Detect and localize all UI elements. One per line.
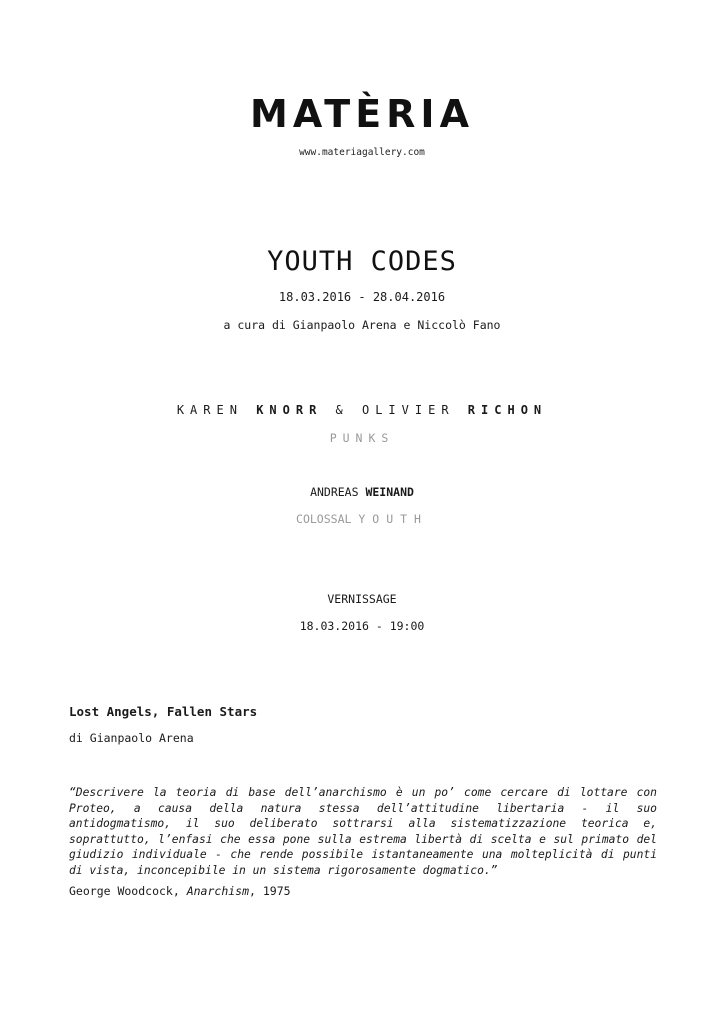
artist-weinand xyxy=(0,485,724,499)
curators-line: a cura di Gianpaolo Arena e Niccolò Fano xyxy=(223,318,501,332)
work-title-part2: YOUTH xyxy=(358,512,428,526)
essay-quote: “Descrivere la teoria di base dell’anarchismo è un po’ come cercare di lottare con Proteo, a causa della natura stessa dell’attitudine libertaria - il suo antidogmatismo, il suo deliberato sottrarsi alla sistematizzazione teorica e, soprattutto, l’enfasi che essa pone sulla estrema libertà di scelta e sul primato del giudizio individuale - che rende possibile istantaneamente una molteplicità di punti di vista, inconcepibile in un sistema rigorosamente dogmatico.” xyxy=(69,786,657,877)
gallery-logo: MATÈRIA xyxy=(250,92,474,136)
citation-year: , 1975 xyxy=(249,884,291,898)
citation-author: George Woodcock, xyxy=(69,884,187,898)
exhibition-title: YOUTH CODES xyxy=(267,246,457,277)
artist-first-names: KAREN xyxy=(176,403,257,417)
vernissage-datetime: 18.03.2016 - 19:00 xyxy=(299,619,425,633)
work-title-punks: PUNKS xyxy=(329,431,395,445)
essay-author: di Gianpaolo Arena xyxy=(69,731,194,745)
artist-surname-weinand: WEINAND xyxy=(365,485,414,499)
work-title-colossal-youth xyxy=(0,512,724,526)
artist-surname-knorr: KNORR xyxy=(256,403,323,417)
work-title-part1: COLOSSAL xyxy=(296,512,359,526)
essay-title: Lost Angels, Fallen Stars xyxy=(69,704,258,719)
website-url: www.materiagallery.com xyxy=(299,147,425,158)
citation-work: Anarchism xyxy=(186,884,250,898)
vernissage-label: VERNISSAGE xyxy=(327,592,397,606)
artist-joiner: & OLIVIER xyxy=(322,403,468,417)
artist-surname-richon: RICHON xyxy=(467,403,548,417)
quote-citation xyxy=(69,884,291,898)
artist-knorr-richon xyxy=(0,403,724,417)
exhibition-dates: 18.03.2016 - 28.04.2016 xyxy=(278,290,446,304)
artist-first-name: ANDREAS xyxy=(310,485,366,499)
